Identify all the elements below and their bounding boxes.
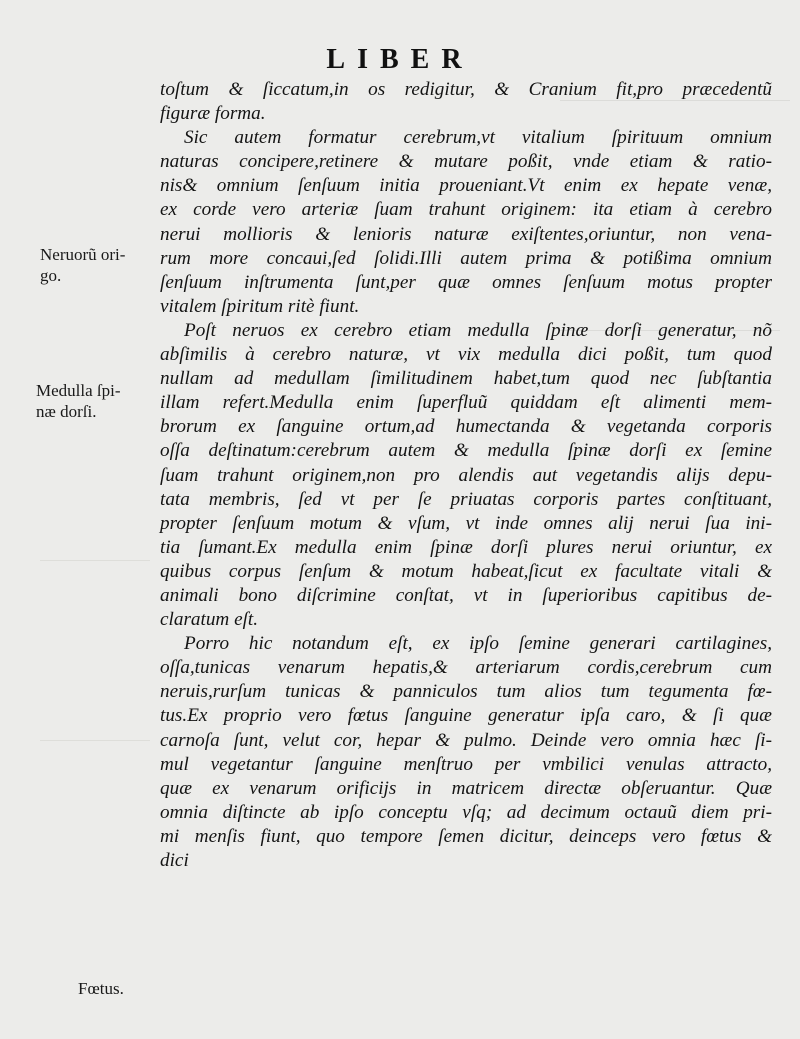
text-line: abſimilis à cerebro naturæ, vt vix medulla dici poßit, tum quod [160, 344, 772, 366]
text-line: mul vegetantur ſanguine menſtruo per vmbilici venulas attracto, [160, 753, 772, 775]
text-line: rum more concaui,ſed ſolidi.Illi autem prima & potißima omnium [160, 247, 772, 269]
sidenote-nervorum-origo [40, 244, 152, 286]
bleed-through-mark [40, 740, 150, 751]
text-line: claratum eſt. [160, 609, 259, 631]
text-line: figuræ forma. [160, 103, 266, 125]
text-line: nis& omnium ſenſuum initia proueniant.Vt enim ex hepate venæ, [160, 175, 772, 197]
text-line: quibus corpus ſenſum & motum habeat,ſicut ex facultate vitali & [160, 560, 772, 582]
text-line: oſſa deſtinatum:cerebrum autem & medulla ſpinæ dorſi ex ſemine [160, 440, 772, 462]
text-line: tata membris, ſed vt per ſe priuatas corporis partes conſtituant, [160, 488, 772, 510]
text-line: tia ſumant.Ex medulla enim ſpinæ dorſi plures nerui oriuntur, ex [160, 536, 772, 558]
text-line: tus.Ex proprio vero fœtus ſanguine generatur ipſa caro, & ſi quæ [160, 705, 772, 727]
text-line: omnia diſtincte ab ipſo conceptu vſq; ad decimum octauũ diem pri- [160, 801, 772, 823]
text-line: animali bono diſcrimine conſtat, vt in ſuperioribus capitibus de- [160, 584, 772, 606]
paragraph [160, 78, 772, 126]
sidenote-line: go. [40, 266, 62, 285]
text-line: propter ſenſuum motum & vſum, vt inde omnes alij nerui ſua ini- [160, 512, 772, 534]
text-line: ſuam trahunt originem,non pro alendis aut vegetandis alijs depu- [160, 464, 772, 486]
running-head: LIBER [326, 44, 474, 75]
paragraph [160, 632, 772, 873]
text-line: naturas concipere,retinere & mutare poßit, vnde etiam & ratio- [160, 151, 772, 173]
text-line: nerui mollioris & lenioris naturæ exiſtentes,oriuntur, non vena- [160, 223, 772, 245]
text-line: ſenſuum inſtrumenta ſunt,per quæ omnes ſenſuum motus propter [160, 271, 772, 293]
text-line: brorum ex ſanguine ortum,ad humectanda & vegetanda corporis [160, 416, 772, 438]
body-text [160, 78, 772, 873]
bleed-through-mark [40, 560, 150, 571]
text-line: oſſa,tunicas venarum hepatis,& arteriarum cordis,cerebrum cum [160, 657, 772, 679]
text-line: mi menſis fiunt, quo tempore ſemen dicitur, deinceps vero fœtus & [160, 825, 772, 847]
text-line: carnoſa ſunt, velut cor, hepar & pulmo. Deinde vero omnia hæc ſi- [160, 729, 772, 751]
sidenote-foetus [78, 978, 203, 999]
text-line: vitalem ſpiritum ritè fiunt. [160, 295, 360, 317]
paragraph [160, 126, 772, 319]
sidenote-line: Medulla ſpi- [36, 381, 121, 400]
paragraph [160, 319, 772, 632]
text-line: nullam ad medullam ſimilitudinem habet,tum quod nec ſubſtantia [160, 368, 772, 390]
text-line: Porro hic notandum eſt, ex ipſo ſemine generari cartilagines, [184, 633, 772, 655]
text-line: dici [160, 850, 189, 871]
text-line: Sic autem formatur cerebrum,vt vitalium ſpirituum omnium [184, 127, 772, 149]
sidenote-line: Fœtus. [78, 979, 124, 998]
sidenote-line: Neruorũ ori- [40, 245, 126, 264]
text-line: neruis,rurſum tunicas & panniculos tum alios tum tegumenta fœ- [160, 681, 772, 703]
text-line: toſtum & ſiccatum,in os redigitur, & Cranium fit,pro præcedentũ [160, 79, 772, 100]
text-line: Poſt neruos ex cerebro etiam medulla ſpinæ dorſi generatur, nõ [184, 319, 772, 341]
sidenote-line: næ dorſi. [36, 402, 97, 421]
text-line: ex corde vero arteriæ ſuam trahunt originem: ita etiam à cerebro [160, 199, 772, 221]
text-line: illam refert.Medulla enim ſuperfluũ quiddam eſt alimenti mem- [160, 392, 772, 414]
sidenote-medulla [36, 380, 161, 422]
text-line: quæ ex venarum orificijs in matricem directæ obſeruantur. Quæ [160, 777, 772, 799]
